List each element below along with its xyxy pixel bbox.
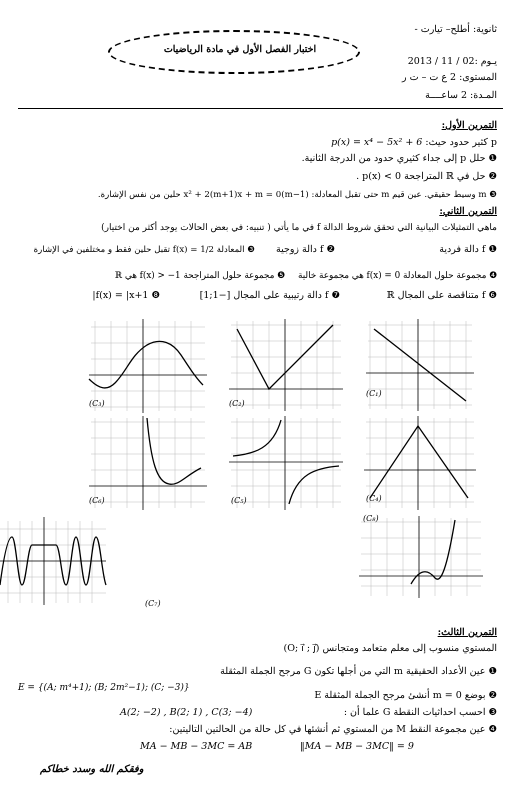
graph-c6 [85,412,210,512]
ex2-item-2: ❷ f دالة زوجية [276,244,335,255]
ex3-q4-a: ‖MA − MB − 3MC‖ = 9 [300,741,414,752]
ex1-q3: ❸ m وسيط حقيقي. عين قيم m حتى تقبل المعادلة: (m−1)x² + 2(m+1)x + m = 0 حلين من نفس الإشارة. [97,190,497,200]
graph-c2 [225,315,345,415]
ex2-item-7: ❼ f دالة رتيبية على المجال [−1;1] [199,290,340,301]
graph-c8-label: (C₈) [363,514,379,523]
ex3-footer: وفقكم الله وسدد خطاكم [40,764,144,775]
graph-c7-label: (C₇) [145,599,161,608]
ex2-item-5: ❺ مجموعة حلول المتراجحة f(x) > −1 هي ℝ [114,271,285,281]
exam-date: يـوم :02 / 11 / 2013 [407,56,497,67]
ex1-heading: التمرين الأول: [441,120,497,131]
graph-c4-label: (C₄) [366,494,382,503]
ex3-intro: المستوي منسوب إلى معلم متعامد ومتجانس (O; i⃗ ; j⃗) [283,643,497,654]
ex1-q2: ❷ حل في ℝ المتراجحة p(x) < 0 . [356,171,497,182]
graph-c5 [225,412,345,512]
level: المستوى: 2 ع ت – ت ر [402,72,497,83]
graph-c6-label: (C₆) [89,496,105,505]
graph-c3-label: (C₃) [89,399,105,408]
ex1-q1: ❶ حلل p إلى جداء كثيري حدود من الدرجة الثانية. [301,153,497,164]
ex2-item-1: ❶ f دالة فردية [439,244,497,255]
ex3-q3: ❸ احسب احداثيات النقطة G علما أن : [343,707,497,718]
ex3-q1: ❶ عين الأعداد الحقيقية m التي من أجلها تكون G مرجح الجملة المثقلة [220,666,497,677]
ex3-q2: ❷ بوضع m = 0 أنشئ مرجح الجملة المثقلة E [314,690,497,701]
graph-c1-label: (C₁) [366,389,382,398]
ex3-q4: ❹ عين مجموعة النقط M من المستوي ثم أنشئها في كل حالة من الحالتين التاليتين: [169,724,497,735]
ex2-item-3: ❸ المعادلة f(x) = 1/2 تقبل حلين فقط و مختلفين في الإشارة [33,245,255,255]
exam-title: اختبار الفصل الأول في مادة الرياضيات [163,44,317,55]
ex2-item-4: ❹ مجموعة حلول المعادلة f(x) = 0 هي مجموعة خالية [298,271,497,281]
ex2-intro: ماهي التمثيلات البيانية التي تحقق شروط الدالة f في ما يأتي ( تنبيه: في بعض الحالات يوجد أكثر من اختيار) [101,223,497,233]
ex3-q3-points: A(2; −2) , B(2; 1) , C(3; −4) [120,707,253,718]
graph-c4 [360,412,478,512]
ex1-intro-text: p كثير حدود حيث: [425,137,497,148]
ex2-item-6: ❻ f متناقصة على المجال ℝ [386,290,497,301]
graph-c8 [355,512,485,602]
ex3-q1-formula: E = {(A; m⁴+1); (B; 2m²−1); (C; −3)} [18,683,190,693]
graph-c3 [85,315,210,415]
graph-c5-label: (C₅) [231,496,247,505]
ex1-intro-formula: p(x) = x⁴ − 5x² + 6 [331,137,423,148]
header-divider [18,108,503,109]
graph-c2-label: (C₂) [229,399,245,408]
ex3-q4-b: MA − MB − 3MC = AB [140,741,253,752]
ex3-heading: التمرين الثالث: [437,627,497,638]
duration: المـدة: 2 ساعــــة [425,90,497,101]
graph-c1 [360,315,478,415]
ex2-heading: التمرين الثاني: [439,206,497,217]
ex2-item-8: ❽ f(x) = |x+1| [92,290,160,301]
graph-c7 [0,515,161,611]
ex1-intro [17,137,497,149]
school-name: ثانوية: أطلح– تيارت - [414,24,497,35]
